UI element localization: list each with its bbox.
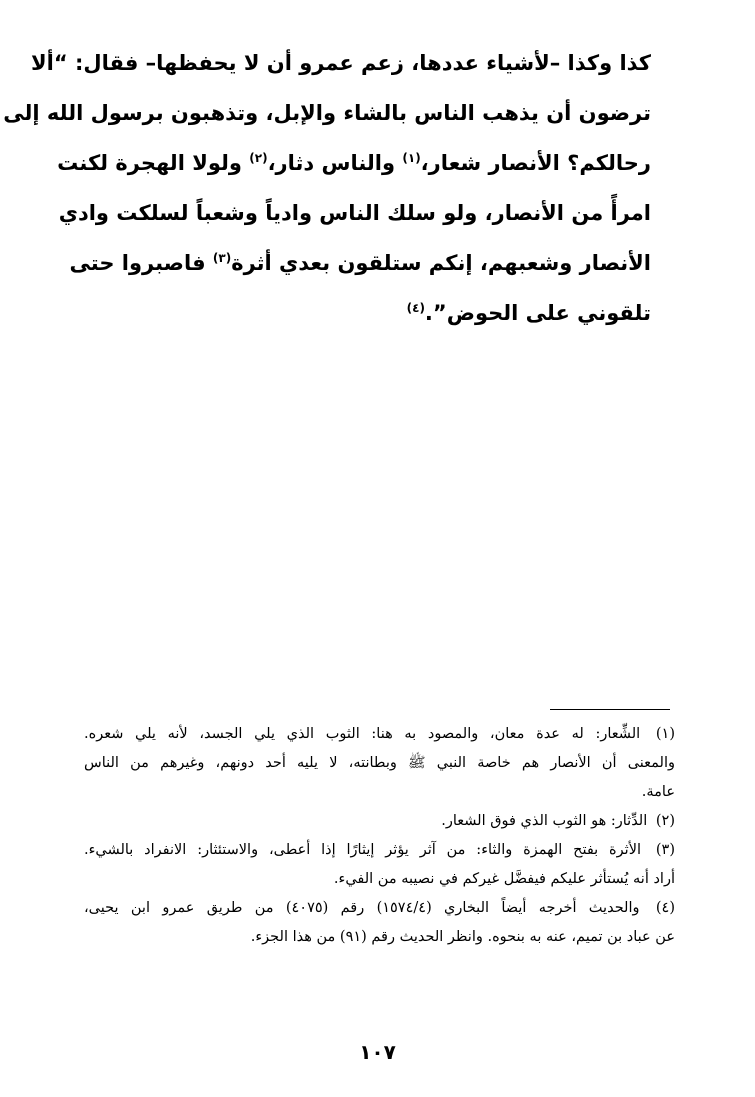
text-segment: رحالكم؟ الأنصار شعار، (420, 151, 651, 175)
footnote-number: (٣) (655, 842, 676, 858)
text-line-3 (57, 138, 651, 188)
footnote-ref-4[interactable]: (٤) (406, 301, 425, 315)
footnote-text: والحديث أخرجه أيضاً البخاري (١٥٧٤/٤) رقم (٤٠٧٥) من طريق عمرو ابن يحيى، (84, 900, 640, 916)
footnote-2 (84, 807, 675, 836)
footnote-row (84, 836, 675, 865)
text-segment: فاصبروا حتى (69, 251, 213, 275)
footnote-row: أراد أنه يُستأثر عليكم فيفضَّل غيركم في نصيبه من الفيء. (333, 871, 675, 887)
text-segment: والناس دثار، (267, 151, 403, 175)
text-segment: الأنصار وشعبهم، إنكم ستلقون بعدي أثرة (231, 251, 651, 275)
footnote-row: عن عباد بن تميم، عنه به بنحوه. وانظر الحديث رقم (٩١) من هذا الجزء. (250, 929, 675, 945)
footnote-row: عامة. (641, 784, 675, 800)
footnote-ref-3[interactable]: (٣) (212, 251, 232, 265)
text-line-4: امرأً من الأنصار، ولو سلك الناس وادياً وشعباً لسلكت وادي (58, 201, 651, 225)
footnote-1 (84, 720, 675, 807)
footnote-row (84, 894, 675, 923)
footnote-separator (550, 709, 670, 710)
text-line-6 (88, 288, 651, 338)
footnote-text: الشِّعار: له عدة معان، والمصود به هنا: الثوب الذي يلي الجسد، لأنه يلي شعره. (84, 726, 641, 742)
footnotes-section (84, 720, 675, 952)
footnote-4 (84, 894, 675, 952)
text-line-1: كذا وكذا –لأشياء عددها، زعم عمرو أن لا يحفظها– فقال: “ألا (31, 51, 651, 75)
footnote-number: (٤) (655, 900, 675, 916)
footnote-3 (84, 836, 675, 894)
text-line-5 (69, 238, 651, 288)
footnote-number: (١) (655, 726, 676, 742)
footnote-row: والمعنى أن الأنصار هم خاصة النبي ﷺ وبطانته، لا يليه أحد دونهم، وغيرهم من الناس (84, 755, 675, 771)
text-segment: تلقوني على الحوض”. (424, 301, 651, 325)
page-number: ١٠٧ (359, 1040, 396, 1064)
footnote-number: (٢) (655, 813, 675, 829)
text-line-2: ترضون أن يذهب الناس بالشاء والإبل، وتذهبون برسول الله إلى (3, 101, 651, 125)
text-segment: ولولا الهجرة لكنت (57, 151, 250, 175)
footnote-text: الدِّثار: هو الثوب الذي فوق الشعار. (441, 813, 648, 829)
footnote-row (84, 720, 675, 749)
footnote-ref-2[interactable]: (٢) (249, 151, 268, 165)
footnote-ref-1[interactable]: (١) (402, 151, 421, 165)
footnote-row (84, 807, 675, 836)
hadith-text (3, 38, 651, 338)
footnote-text: الأثرة بفتح الهمزة والثاء: من آثر يؤثر إيثارًا إذا أعطى، والاستئثار: الانفراد بالشيء. (84, 842, 641, 858)
